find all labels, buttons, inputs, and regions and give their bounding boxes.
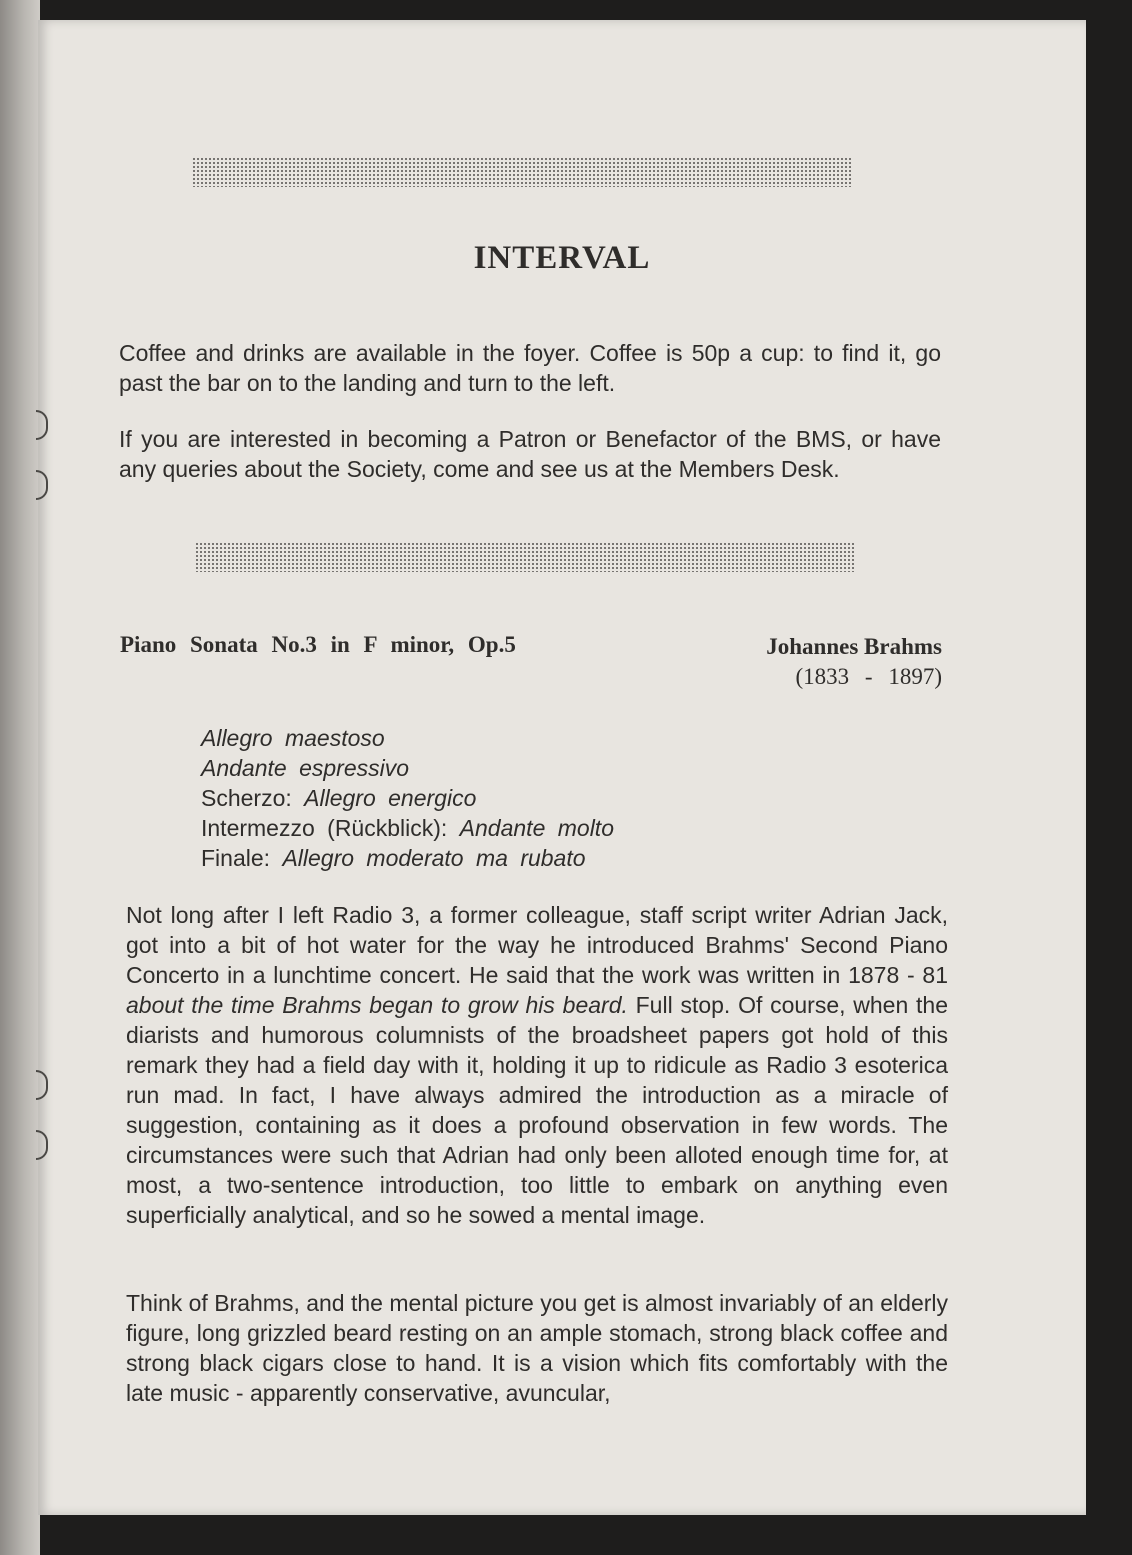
movement-tempo: Allegro energico xyxy=(304,785,477,811)
dotted-divider-bottom xyxy=(195,542,855,572)
binding-mark xyxy=(36,410,48,440)
movement-tempo: Allegro maestoso xyxy=(201,725,385,751)
movement-item xyxy=(201,753,614,783)
movement-item xyxy=(201,843,614,873)
interval-heading: INTERVAL xyxy=(473,240,651,276)
movement-tempo: Allegro moderato ma rubato xyxy=(282,845,586,871)
movement-item xyxy=(201,723,614,753)
movement-item xyxy=(201,783,614,813)
movement-prefix: Intermezzo (Rückblick): xyxy=(201,815,460,841)
movement-tempo: Andante molto xyxy=(459,815,614,841)
note-text: Not long after I left Radio 3, a former colleague, staff script writer Adrian Jack, got into a bit of hot water for the way he introduced Brahms' Second Piano Concerto in a lunchtime concert. He said that the work was written in 1878 - 81 xyxy=(126,902,948,988)
note-text: Full stop. Of course, when the diarists and humorous columnists of the broadsheet papers got hold of this remark they had a field day with it, holding it up to ridicule as Radio 3 esoterica run mad. In fact, I have always admired the introduction as a miracle of suggestion, containing as it does a profound observation in few words. The circumstances were such that Adrian had only been alloted enough time for, at most, a two-sentence introduction, too little to embark on anything even superficially analytical, and so he sowed a mental image. xyxy=(126,992,948,1228)
dotted-divider-top xyxy=(192,157,852,187)
programme-note-paragraph-2: Think of Brahms, and the mental picture you get is almost invariably of an elderly figure, long grizzled beard resting on an ample stomach, strong black coffee and strong black cigars close to hand. It is a vision which fits comfortably with the late music - apparently conservative, avuncular, xyxy=(126,1290,949,1406)
binding-mark xyxy=(36,1070,48,1100)
movement-item xyxy=(201,813,614,843)
piece-title: Piano Sonata No.3 in F minor, Op.5 xyxy=(120,632,516,657)
note-italic-quote: about the time Brahms began to grow his beard. xyxy=(126,992,628,1018)
movements-list xyxy=(201,723,614,873)
booklet-page xyxy=(38,20,1086,1515)
binding-mark xyxy=(36,470,48,500)
composer-dates: (1833 - 1897) xyxy=(795,664,942,689)
booklet-spine xyxy=(0,0,40,1555)
composer-block xyxy=(766,632,942,692)
programme-note-paragraph-1 xyxy=(126,900,948,1230)
binding-mark xyxy=(36,1130,48,1160)
movement-prefix: Scherzo: xyxy=(201,785,305,811)
movement-prefix: Finale: xyxy=(201,845,283,871)
interval-paragraph-drinks: Coffee and drinks are available in the foyer. Coffee is 50p a cup: to find it, go past the bar on to the landing and turn to the left. xyxy=(119,340,941,396)
interval-paragraph-members: If you are interested in becoming a Patron or Benefactor of the BMS, or have any queries about the Society, come and see us at the Members Desk. xyxy=(119,426,941,482)
movement-tempo: Andante espressivo xyxy=(201,755,410,781)
composer-name: Johannes Brahms xyxy=(766,634,942,659)
